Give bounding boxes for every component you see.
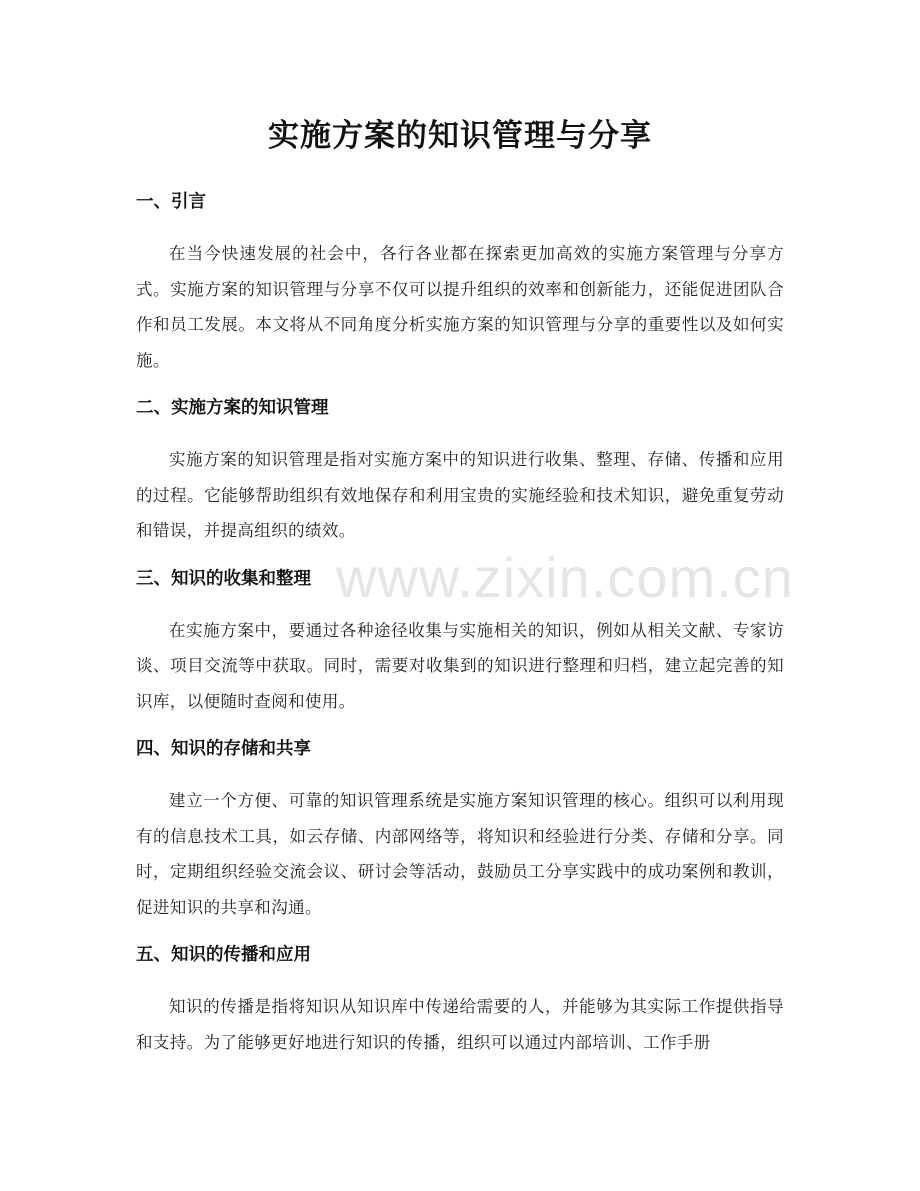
section-paragraph-knowledge-management: 实施方案的知识管理是指对实施方案中的知识进行收集、整理、存储、传播和应用的过程。它能够帮助组织有效地保存和利用宝贵的实施经验和技术知识，避免重复劳动和错误，并提高组织的绩效。: [136, 450, 784, 540]
section-heading-knowledge-management: 二、实施方案的知识管理: [136, 398, 329, 418]
document-title: 实施方案的知识管理与分享: [268, 118, 652, 154]
section-heading-collection: 三、知识的收集和整理: [136, 568, 311, 589]
document-body: [136, 186, 784, 1060]
section-paragraph-collection: 在实施方案中，要通过各种途径收集与实施相关的知识，例如从相关文献、专家访谈、项目交流等中获取。同时，需要对收集到的知识进行整理和归档，建立起完善的知识库，以便随时查阅和使用。: [136, 620, 784, 711]
section-paragraph-intro: 在当今快速发展的社会中，各行各业都在探索更加高效的实施方案管理与分享方式。实施方案的知识管理与分享不仅可以提升组织的效率和创新能力，还能促进团队合作和员工发展。本文将从不同角度分析实施方案的知识管理与分享的重要性以及如何实施。: [136, 244, 784, 370]
section-heading-storage: 四、知识的存储和共享: [136, 739, 311, 759]
section-paragraph-dissemination: 知识的传播是指将知识从知识库中传递给需要的人，并能够为其实际工作提供指导和支持。为了能够更好地进行知识的传播，组织可以通过内部培训、工作手册: [136, 997, 784, 1052]
watermark: www.zixin.com.cn: [336, 546, 794, 609]
section-heading-intro: 一、引言: [136, 192, 206, 212]
section-paragraph-storage: 建立一个方便、可靠的知识管理系统是实施方案知识管理的核心。组织可以利用现有的信息技术工具，如云存储、内部网络等，将知识和经验进行分类、存储和分享。同时，定期组织经验交流会议、研讨会等活动，鼓励员工分享实践中的成功案例和教训，促进知识的共享和沟通。: [136, 791, 784, 917]
section-heading-dissemination: 五、知识的传播和应用: [136, 945, 311, 965]
